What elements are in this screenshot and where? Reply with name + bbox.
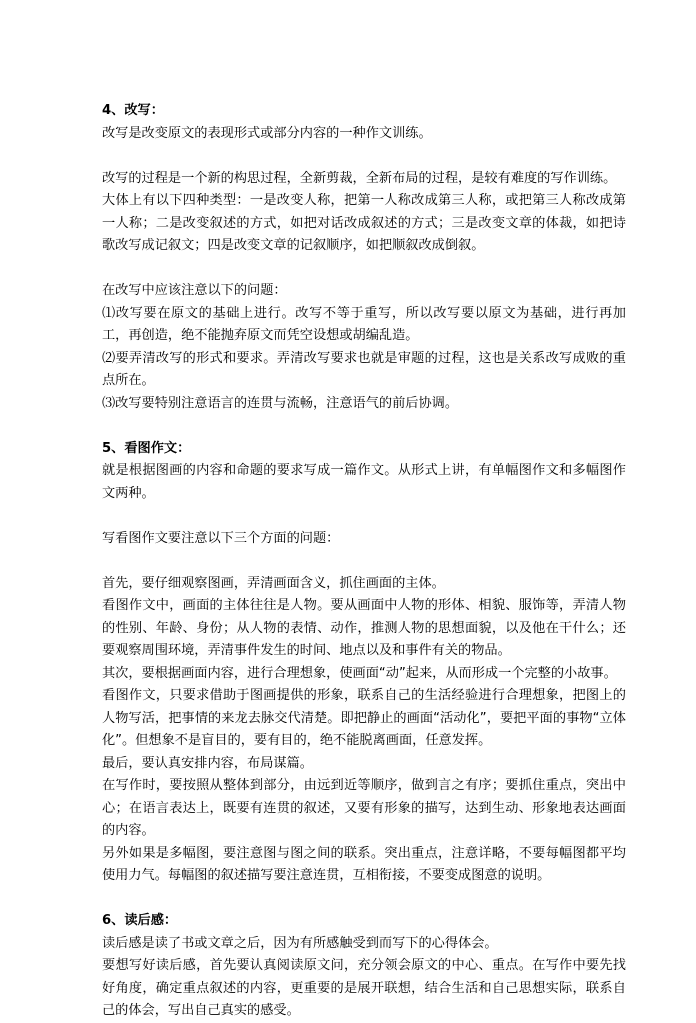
section-5-paragraph: 首先，要仔细观察图画，弄清画面含义，抓住画面的主体。 [102, 575, 445, 591]
spacer [102, 415, 626, 438]
section-5-paragraph: 在写作时，要按照从整体到部分，由远到近等顺序，做到言之有序；要抓住重点，突出中心；在语言表达上，既要有连贯的叙述，又要有形象的描写，达到生动、形象地表达画面的内容。 [102, 778, 626, 838]
section-4-paragraph: 大体上有以下四种类型：一是改变人称，把第一人称改成第三人称，或把第三人称改成第一人称；二是改变叙述的方式，如把对话改成叙述的方式；三是改变文章的体裁，如把诗歌改写成记叙文；四是改变文章的记叙顺序，如把顺叙改成倒叙。 [102, 193, 626, 253]
section-6-definition: 读后感是读了书或文章之后，因为有所感触受到而写下的心得体会。 [102, 935, 498, 951]
spacer [102, 550, 626, 573]
spacer [102, 145, 626, 168]
section-5-paragraph: 另外如果是多幅图，要注意图与图之间的联系。突出重点，注意详略，不要每幅图都平均使用力气。每幅图的叙述描写要注意连贯，互相衔接，不要变成图意的说明。 [102, 845, 626, 883]
section-4-note: ⑴改写要在原文的基础上进行。改写不等于重写，所以改写要以原文为基础，进行再加工，再创造，绝不能抛弃原文而凭空设想或胡编乱造。 [102, 305, 626, 343]
section-5-paragraph: 看图作文中，画面的主体往往是人物。要从画面中人物的形体、相貌、服饰等，弄清人物的性别、年龄、身份；从人物的表情、动作，推测人物的思想面貌，以及他在干什么；还要观察周围环境，弄清事件发生的时间、地点以及和事件有关的物品。 [102, 598, 626, 658]
section-4-note: ⑵要弄清改写的形式和要求。弄清改写要求也就是审题的过程，这也是关系改写成败的重点所在。 [102, 350, 626, 388]
section-6-heading: 6、读后感： [102, 913, 178, 928]
section-4-note: ⑶改写要特别注意语言的连贯与流畅，注意语气的前后协调。 [102, 395, 459, 411]
section-5-paragraph: 最后，要认真安排内容，布局谋篇。 [102, 755, 313, 771]
section-5-paragraph: 其次，要根据画面内容，进行合理想象，使画面“动”起来，从而形成一个完整的小故事。 [102, 665, 617, 681]
section-5-intro: 写看图作文要注意以下三个方面的问题： [102, 530, 340, 546]
section-5-definition: 就是根据图画的内容和命题的要求写成一篇作文。从形式上讲，有单幅图作文和多幅图作文两种。 [102, 463, 626, 501]
document-page [102, 100, 626, 1023]
section-4-paragraph: 改写的过程是一个新的构思过程，全新剪裁，全新布局的过程，是较有难度的写作训练。 [102, 170, 617, 186]
section-4-heading: 4、改写： [102, 103, 164, 118]
section-4-notes-intro: 在改写中应该注意以下的问题： [102, 283, 287, 298]
spacer [102, 258, 626, 281]
spacer [102, 888, 626, 911]
section-5-heading: 5、看图作文： [102, 440, 191, 456]
section-5-paragraph: 看图作文，只要求借助于图画提供的形象，联系自己的生活经验进行合理想象，把图上的人物写活，把事情的来龙去脉交代清楚。即把静止的画面“活动化”，要把平面的事物“立体化”。但想象不是盲目的，要有目的，绝不能脱离画面，任意发挥。 [102, 688, 626, 748]
section-4-definition: 改写是改变原文的表现形式或部分内容的一种作文训练。 [102, 125, 432, 141]
section-6-paragraph: 要想写好读后感，首先要认真阅读原文问，充分领会原文的中心、重点。在写作中要先找好角度，确定重点叙述的内容，更重要的是展开联想，结合生活和自己思想实际，联系自己的体会，写出自己真实的感受。 [102, 958, 626, 1018]
spacer [102, 505, 626, 528]
